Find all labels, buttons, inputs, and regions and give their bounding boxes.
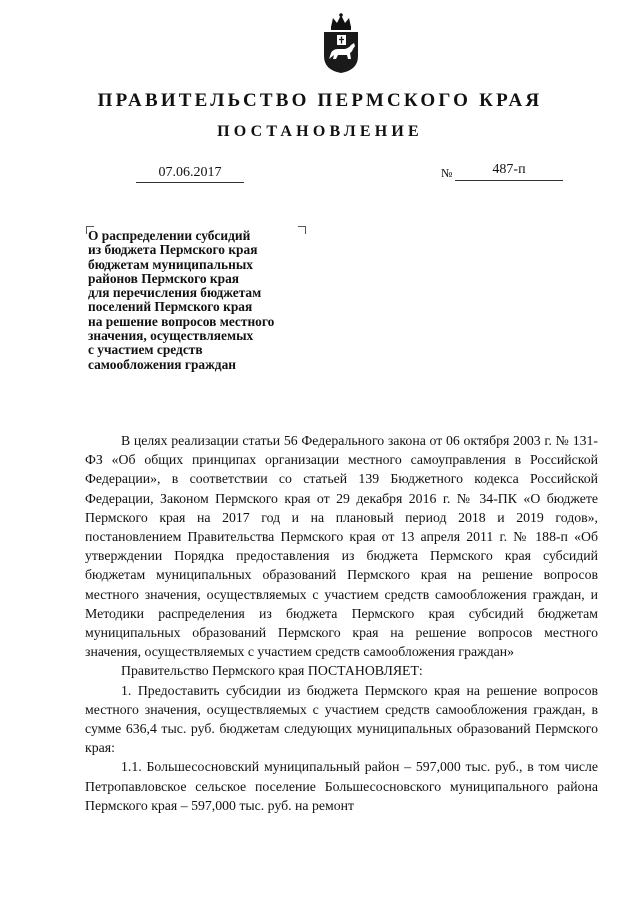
preamble-paragraph: В целях реализации статьи 56 Федерального закона от 06 октября 2003 г. № 131-ФЗ «Об общих принципах организации местного самоуправления в Российской Федерации», в соответствии со статьей 139 Бюджетного кодекса Российской Федерации, Законом Пермского края от 29 декабря 2016 г. № 34-ПК «О бюджете Пермского края на 2017 год и на плановый период 2018 и 2019 годов», постановлением Правительства Пермского края от 13 апреля 2011 г. № 188-п «Об утверждении Порядка предоставления из бюджета Пермского края субсидий бюджетам муниципальных образований Пермского края на решение вопросов местного значения, осуществляемых с участием средств самообложения граждан, и Методики распределения из бюджета Пермского края субсидий бюджетам муниципальных образований Пермского края на решение вопросов местного значения, осуществляемых с участием средств самообложения граждан»: [85, 433, 598, 660]
subject-line: районов Пермского края: [88, 270, 240, 286]
item-1-1-paragraph: 1.1. Большесосновский муниципальный район – 597,000 тыс. руб., в том числе Петропавловское сельское поселение Большесосновского муниципального района Пермского края – 597,000 тыс. руб. на ремонт: [85, 759, 598, 813]
subject-line: самообложения граждан: [88, 356, 236, 372]
subject-line: на решение вопросов местного: [88, 313, 275, 329]
subject-line: для перечисления бюджетам: [88, 285, 262, 301]
document-type: ПОСТАНОВЛЕНИЕ: [217, 123, 423, 140]
government-title: ПРАВИТЕЛЬСТВО ПЕРМСКОГО КРАЯ: [97, 90, 543, 111]
subject-line: из бюджета Пермского края: [88, 242, 258, 258]
document-date: 07.06.2017: [136, 163, 244, 183]
subject-line: с участием средств: [88, 342, 203, 358]
subject-line: бюджетам муниципальных: [88, 256, 253, 272]
document-subject: [88, 229, 328, 372]
document-body: [85, 431, 598, 815]
subject-line: О распределении субсидий: [88, 228, 251, 243]
subject-line: значения, осуществляемых: [88, 328, 254, 344]
subject-line: поселений Пермского края: [88, 299, 253, 315]
number-sign: №: [441, 166, 453, 180]
resolution-paragraph: Правительство Пермского края ПОСТАНОВЛЯЕТ:: [121, 663, 423, 679]
item-1-paragraph: 1. Предоставить субсидии из бюджета Пермского края на решение вопросов местного значения, осуществляемых с участием средств самообложения граждан, в сумме 636,4 тыс. руб. бюджетам следующих муниципальных образований Пермского края:: [85, 682, 598, 756]
document-number: 487-п: [455, 160, 563, 181]
coat-of-arms-icon: [318, 12, 364, 74]
